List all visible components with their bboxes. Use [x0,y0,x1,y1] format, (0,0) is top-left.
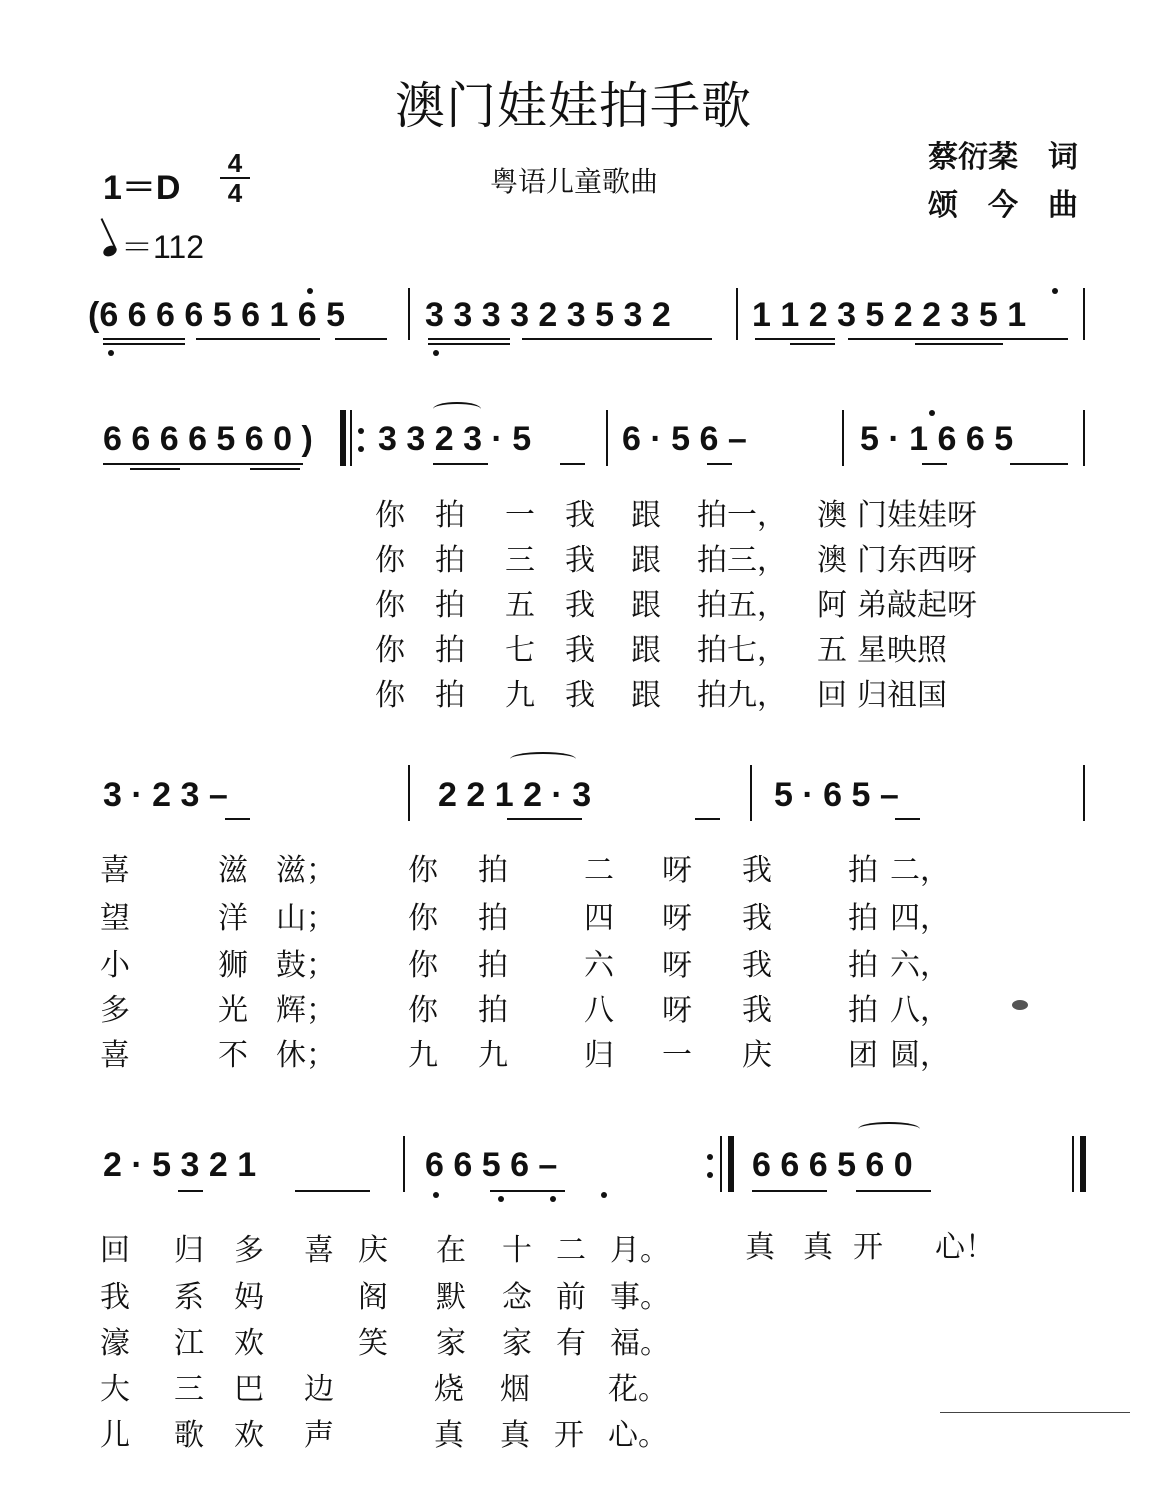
repeat-dot [358,446,364,452]
slur-mark [510,752,576,766]
time-signature [218,150,252,206]
lyric-a1: 你 拍 一 我 跟 拍一， 澳 门娃娃呀 [375,498,977,533]
underline [507,818,582,820]
underline [1010,463,1068,465]
barline [1083,765,1085,821]
underline [295,1190,370,1192]
barline [720,1136,722,1192]
tempo-marking [103,222,204,268]
low-octave-dot [108,350,114,356]
score-line2-measure3: 6 · 5 6 – [622,420,747,458]
scan-line [940,1412,1130,1413]
underline [428,343,510,345]
barline [403,1136,405,1192]
repeat-end-thick [728,1136,734,1192]
lyricist-credit: 蔡衍棻 词 [928,140,1078,175]
lyric-b3: 小 狮 鼓； 你 拍 六 呀 我 拍 六， [100,948,950,983]
underline [755,338,835,340]
composer-credit: 颂 今 曲 [928,188,1078,223]
barline [1072,1136,1074,1192]
repeat-dot [707,1172,713,1178]
underline [695,818,720,820]
lyric-a3: 你 拍 五 我 跟 拍五， 阿 弟敲起呀 [375,588,977,623]
score-line4-measure1: 2 · 5 3 2 1 [103,1146,257,1184]
underline [335,338,387,340]
quarter-note-icon [102,244,119,259]
score-line4-measure3: 6 6 6 5 6 0 [752,1146,913,1184]
lyric-a2: 你 拍 三 我 跟 拍三， 澳 门东西呀 [375,543,977,578]
score-line3-measure1: 3 · 2 3 – [103,776,228,814]
score-line2-measure4: 5 · 1 6 6 5 [860,420,1014,458]
song-title: 澳门娃娃拍手歌 [395,77,752,135]
lyric-c3: 濠 江 欢 笑 家 家 有 福。 [100,1326,670,1361]
barline [750,765,752,821]
score-line2-measure1: 6 6 6 6 5 6 0 ) [103,420,313,458]
barline [408,765,410,821]
lyric-b5: 喜 不 休； 九 九 归 一 庆 团 圆， [100,1038,950,1073]
underline [560,463,585,465]
tempo-value: ＝112 [121,229,205,265]
score-line3-measure3: 5 · 6 5 – [774,776,899,814]
score-line1-measure3: 1 1 2 3 5 2 2 3 5 1 [752,296,1027,334]
underline [130,468,180,470]
underline [790,343,835,345]
low-octave-dot [601,1192,607,1198]
low-octave-dot [550,1196,556,1202]
underline [752,1190,827,1192]
lyric-c4: 大 三 巴 边 烧 烟 花。 [100,1372,668,1407]
barline [1083,410,1085,466]
lyric-ending: 真 真 开 心！ [745,1230,995,1265]
underline [103,463,303,465]
repeat-dot [358,428,364,434]
underline [103,338,185,340]
low-octave-dot [433,1192,439,1198]
underline [490,1190,565,1192]
time-signature-top: 4 [227,148,243,178]
underline [522,338,712,340]
lyric-a5: 你 拍 九 我 跟 拍九， 回 归祖国 [375,678,947,713]
barline [842,410,844,466]
score-line1-measure2: 3 3 3 3 2 3 5 3 2 [425,296,671,334]
lyric-a4: 你 拍 七 我 跟 拍七， 五 星映照 [375,633,947,668]
underline [848,338,1068,340]
barline [350,410,352,466]
underline [856,1190,931,1192]
underline [433,463,488,465]
underline [250,468,300,470]
underline [895,818,920,820]
underline [103,343,185,345]
ink-blot [1012,1000,1028,1010]
slur-mark [858,1122,920,1136]
lyric-c1: 回 归 多 喜 庆 在 十 二 月。 [100,1233,670,1268]
barline [736,288,738,340]
low-octave-dot [498,1196,504,1202]
lyric-b1: 喜 滋 滋； 你 拍 二 呀 我 拍 二， [100,853,950,888]
underline [225,818,250,820]
underline [196,338,320,340]
final-barline-thick [1080,1136,1086,1192]
lyric-b2: 望 洋 山； 你 拍 四 呀 我 拍 四， [100,901,950,936]
score-line3-measure2: 2 2 1 2 · 3 [438,776,592,814]
key-signature: 1＝D [103,169,181,207]
repeat-start-thick [340,410,346,466]
lyric-c5: 儿 歌 欢 声 真 真 开 心。 [100,1418,668,1453]
score-line2-measure2: 3 3 2 3 · 5 [378,420,532,458]
lyric-c2: 我 系 妈 阁 默 念 前 事。 [100,1280,670,1315]
high-octave-dot [1052,288,1058,294]
underline [428,338,510,340]
high-octave-dot [929,410,935,416]
high-octave-dot [307,288,313,294]
barline [408,288,410,340]
lyric-b4: 多 光 辉； 你 拍 八 呀 我 拍 八， [100,993,950,1028]
barline [606,410,608,466]
low-octave-dot [433,350,439,356]
slur-mark [433,402,481,416]
underline [707,463,732,465]
time-signature-bottom: 4 [227,178,243,208]
score-line4-measure2: 6 6 5 6 – [425,1146,558,1184]
underline [915,343,1003,345]
score-line1-measure1: (6 6 6 6 5 6 1 6 5 [88,296,346,334]
underline [922,463,947,465]
underline [178,1190,203,1192]
song-subtitle: 粤语儿童歌曲 [490,165,659,198]
repeat-dot [707,1154,713,1160]
barline [1083,288,1085,340]
